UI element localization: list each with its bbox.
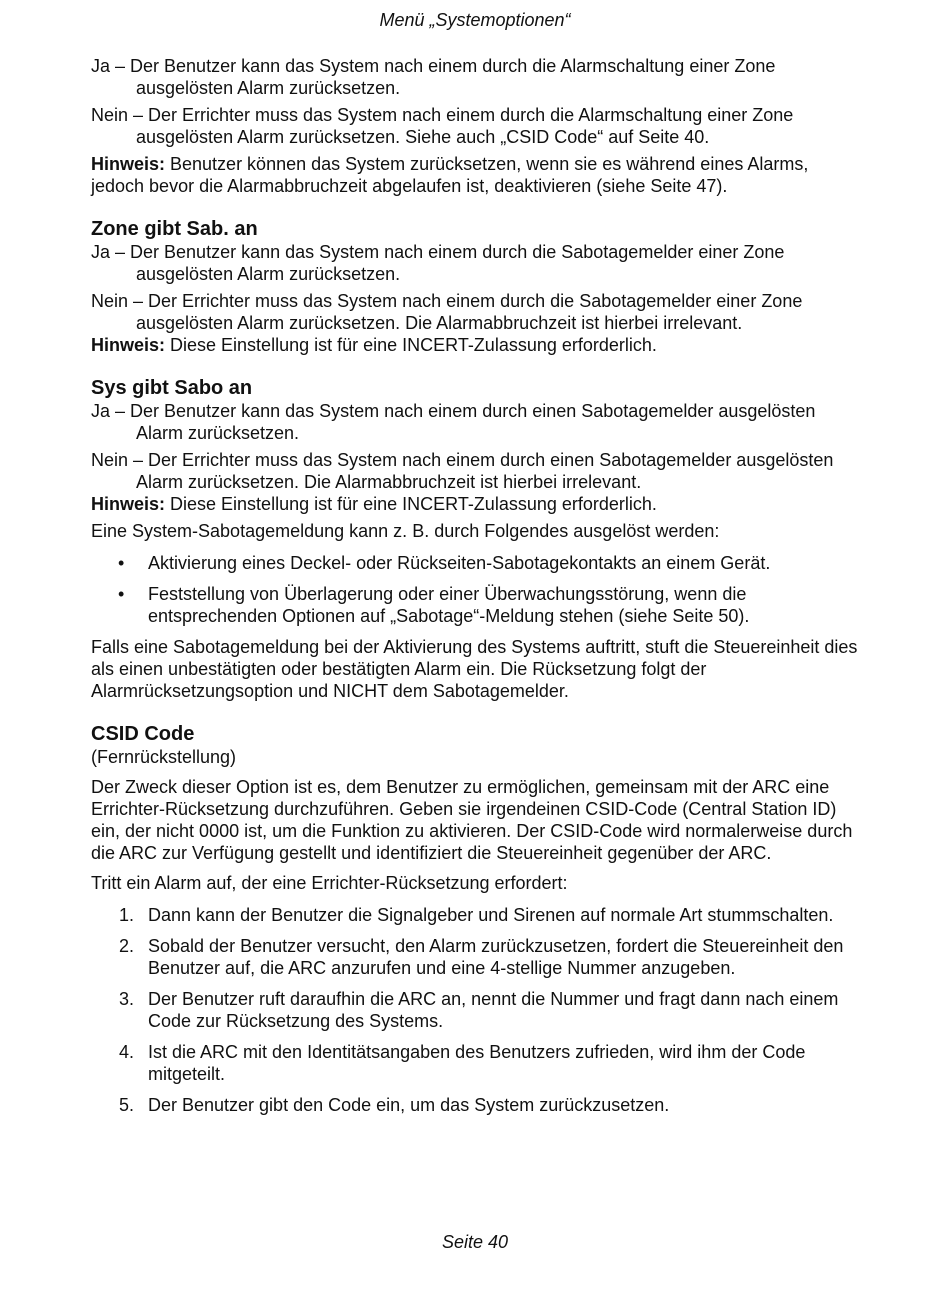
paragraph: Tritt ein Alarm auf, der eine Errichter-Rücksetzung erfordert: bbox=[91, 873, 568, 893]
list-item-text: Ist die ARC mit den Identitätsangaben des Benutzers zufrieden, wird ihm der Code mitgeteilt. bbox=[148, 1042, 806, 1084]
page-footer: Seite 40 bbox=[441, 1232, 509, 1252]
list-item bbox=[91, 1041, 866, 1085]
paragraph: Eine System-Sabotagemeldung kann z. B. durch Folgendes ausgelöst werden: bbox=[91, 521, 720, 541]
section-heading-csid: CSID Code bbox=[91, 723, 195, 745]
list-number: 3. bbox=[119, 989, 135, 1009]
note-text: Diese Einstellung ist für eine INCERT-Zulassung erforderlich. bbox=[165, 335, 657, 355]
list-item-text: Dann kann der Benutzer die Signalgeber und Sirenen auf normale Art stummschalten. bbox=[148, 905, 834, 925]
note-text: Benutzer können das System zurücksetzen, wenn sie es während eines Alarms, jedoch bevor die Alarmabbruchzeit abgelaufen ist, deaktivieren (siehe Seite 47). bbox=[91, 154, 809, 196]
list-number: 4. bbox=[119, 1042, 135, 1062]
bullet-mark: • bbox=[118, 584, 125, 604]
list-number: 1. bbox=[119, 905, 135, 925]
note-label: Hinweis: bbox=[91, 154, 166, 174]
list-item bbox=[91, 904, 866, 926]
section-heading-zone-sab: Zone gibt Sab. an bbox=[91, 218, 258, 240]
option-nein: Nein – Der Errichter muss das System nach einem durch die Alarmschaltung einer Zone ausgelösten Alarm zurücksetzen. Siehe auch „CSID Code“ auf Seite 40. bbox=[91, 105, 794, 147]
note-label: Hinweis: bbox=[91, 335, 166, 355]
list-item-text: Aktivierung eines Deckel- oder Rückseiten-Sabotagekontakts an einem Gerät. bbox=[148, 553, 771, 573]
list-item-text: Feststellung von Überlagerung oder einer Überwachungsstörung, wenn die entsprechenden Optionen auf „Sabotage“-Meldung stehen (siehe Seite 50). bbox=[148, 584, 750, 626]
option-nein-text: Nein – Der Errichter muss das System nach einem durch die Sabotagemelder einer Zone ausgelösten Alarm zurücksetzen. Die Alarmabbruchzeit ist hierbei irrelevant. bbox=[91, 291, 803, 333]
option-nein bbox=[91, 449, 866, 515]
option-ja: Ja – Der Benutzer kann das System nach einem durch die Alarmschaltung einer Zone ausgelösten Alarm zurücksetzen. bbox=[91, 56, 776, 98]
list-item bbox=[91, 583, 866, 627]
option-ja: Ja – Der Benutzer kann das System nach einem durch einen Sabotagemelder ausgelösten Alarm zurücksetzen. bbox=[91, 401, 816, 443]
list-item bbox=[91, 988, 866, 1032]
option-nein bbox=[91, 290, 866, 356]
numbered-list bbox=[91, 904, 866, 1116]
note-text: Diese Einstellung ist für eine INCERT-Zulassung erforderlich. bbox=[165, 494, 657, 514]
list-item-text: Der Benutzer ruft daraufhin die ARC an, nennt die Nummer und fragt dann nach einem Code zur Rücksetzung des Systems. bbox=[148, 989, 839, 1031]
page-header: Menü „Systemoptionen“ bbox=[379, 10, 571, 30]
list-item-text: Sobald der Benutzer versucht, den Alarm zurückzusetzen, fordert die Steuereinheit den Benutzer auf, die ARC anzurufen und eine 4-stellige Nummer anzugeben. bbox=[148, 936, 844, 978]
list-number: 2. bbox=[119, 936, 135, 956]
note bbox=[91, 153, 866, 197]
option-ja: Ja – Der Benutzer kann das System nach einem durch die Sabotagemelder einer Zone ausgelösten Alarm zurücksetzen. bbox=[91, 242, 785, 284]
option-nein-text: Nein – Der Errichter muss das System nach einem durch einen Sabotagemelder ausgelösten Alarm zurücksetzen. Die Alarmabbruchzeit ist hierbei irrelevant. bbox=[91, 450, 834, 492]
list-item bbox=[91, 552, 866, 574]
list-item-text: Der Benutzer gibt den Code ein, um das System zurückzusetzen. bbox=[148, 1095, 670, 1115]
note-label: Hinweis: bbox=[91, 494, 166, 514]
note bbox=[91, 334, 866, 356]
bullet-mark: • bbox=[118, 553, 125, 573]
list-item bbox=[91, 935, 866, 979]
paragraph: Der Zweck dieser Option ist es, dem Benutzer zu ermöglichen, gemeinsam mit der ARC eine Errichter-Rücksetzung durchzuführen. Geben sie irgendeinen CSID-Code (Central Station ID) ein, der nicht 0000 ist, um die Funktion zu aktivieren. Der CSID-Code wird normalerweise durch die ARC zur Verfügung gestellt und identifiziert die Steuereinheit gegenüber der ARC. bbox=[91, 777, 853, 863]
subheading: (Fernrückstellung) bbox=[91, 747, 237, 767]
note bbox=[91, 493, 866, 515]
paragraph: Falls eine Sabotagemeldung bei der Aktivierung des Systems auftritt, stuft die Steuereinheit dies als einen unbestätigten oder bestätigten Alarm ein. Die Rücksetzung folgt der Alarmrücksetzungsoption und NICHT dem Sabotagemelder. bbox=[91, 637, 858, 701]
page-content bbox=[91, 55, 866, 1125]
list-item bbox=[91, 1094, 866, 1116]
section-heading-sys-sabo: Sys gibt Sabo an bbox=[91, 377, 253, 399]
bullet-list bbox=[91, 552, 866, 627]
list-number: 5. bbox=[119, 1095, 135, 1115]
